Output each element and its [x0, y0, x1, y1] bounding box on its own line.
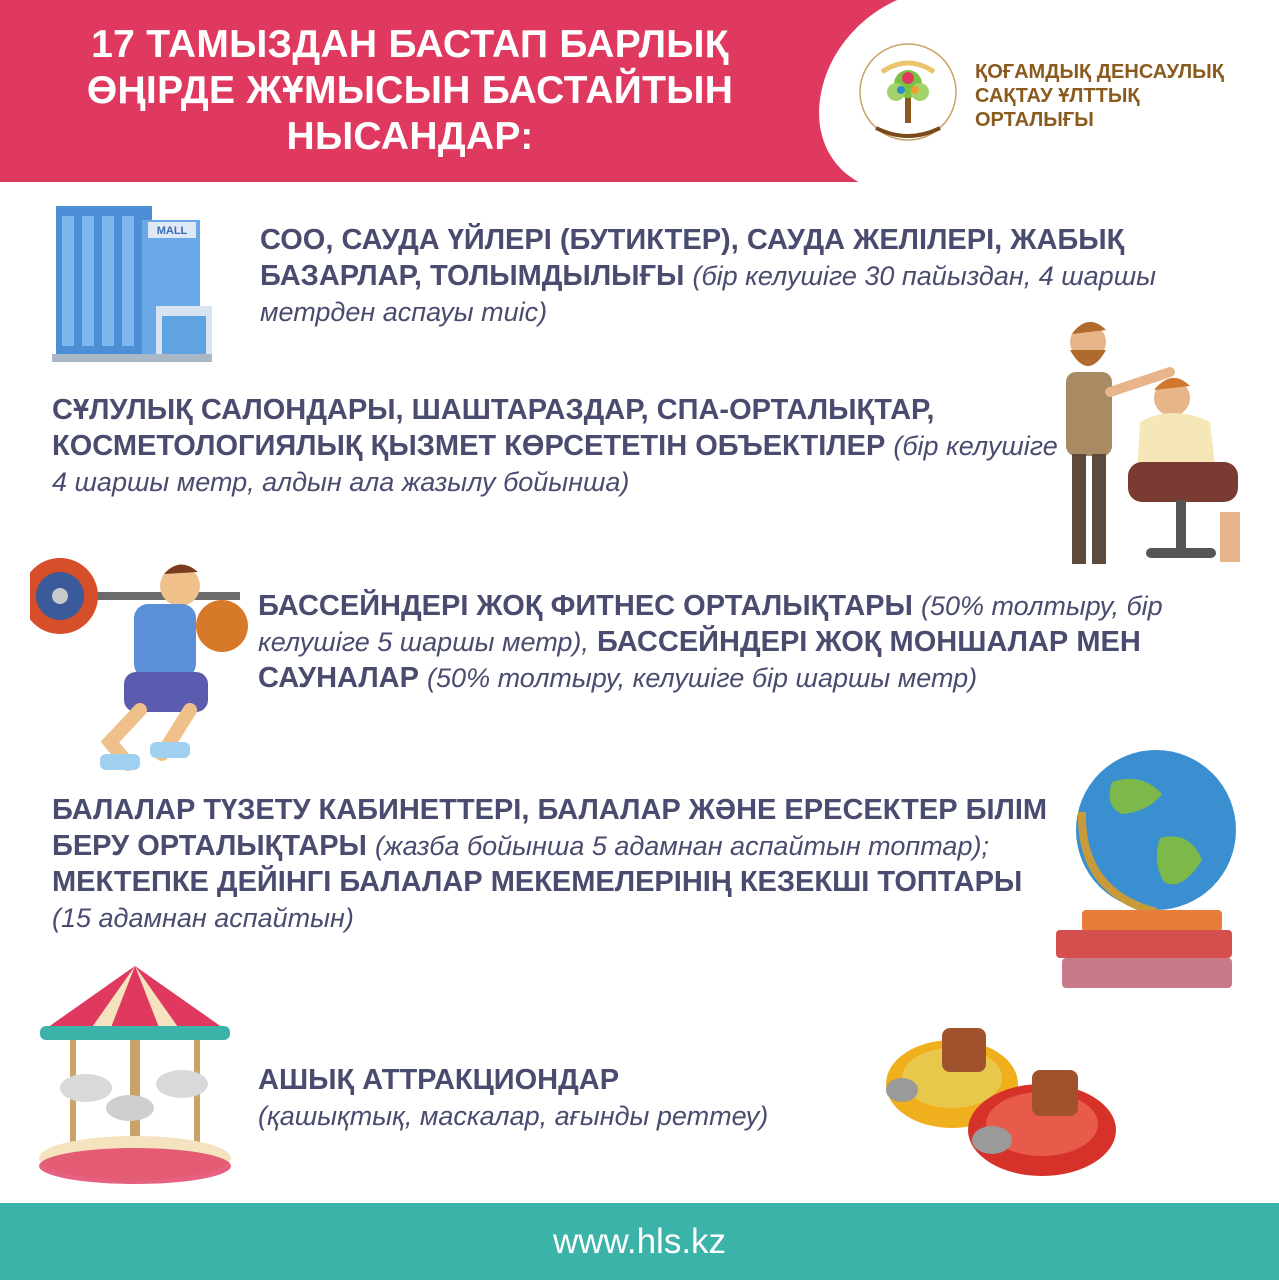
section-fitness	[258, 588, 1248, 696]
section-note: (50% толтыру, бір келушіге 5 шаршы метр),	[258, 591, 1163, 657]
section-note: (қашықтық, маскалар, ағынды реттеу)	[258, 1101, 769, 1131]
barber-icon	[1050, 312, 1255, 570]
organization-name-line: ОРТАЛЫҒЫ	[975, 109, 1094, 131]
section-note-secondary: (15 адамнан аспайтын)	[52, 903, 354, 933]
section-education-centers	[52, 792, 1062, 936]
organization-name-line: САҚТАУ ҰЛТТЫҚ	[975, 85, 1140, 107]
section-note-secondary: (50% толтыру, келушіге бір шаршы метр)	[427, 663, 978, 693]
organization-name-line: ҚОҒАМДЫҚ ДЕНСАУЛЫҚ	[975, 61, 1224, 83]
section-heading: АШЫҚ АТТРАКЦИОНДАР	[258, 1064, 620, 1096]
section-heading: БАЛАЛАР ТҮЗЕТУ КАБИНЕТТЕРІ, БАЛАЛАР ЖӘНЕ ЕРЕСЕКТЕР БІЛІМ БЕРУ ОРТАЛЫҚТАРЫ	[52, 794, 1048, 862]
organization-name	[975, 60, 1265, 132]
mall-building-icon	[52, 196, 212, 362]
section-heading-secondary: БАССЕЙНДЕРІ ЖОҚ МОНШАЛАР МЕН САУНАЛАР	[258, 626, 1141, 694]
section-beauty-salons	[52, 392, 1062, 500]
section-attractions	[258, 1062, 958, 1134]
globe-books-icon	[1052, 742, 1242, 990]
footer-bar	[0, 1203, 1279, 1280]
section-heading: СҰЛУЛЫҚ САЛОНДАРЫ, ШАШТАРАЗДАР, СПА-ОРТАЛЫҚТАР, КОСМЕТОЛОГИЯЛЫҚ ҚЫЗМЕТ КӨРСЕТЕТІН ОБЪЕКТІЛЕР	[52, 394, 935, 462]
mall-sign-text: MALL	[156, 225, 188, 237]
section-heading: БАССЕЙНДЕРІ ЖОҚ ФИТНЕС ОРТАЛЫҚТАРЫ	[258, 590, 913, 622]
organization-emblem-icon	[856, 40, 960, 144]
section-note: (жазба бойынша 5 адамнан аспайтын топтар);	[375, 831, 989, 861]
section-heading: СОО, САУДА ҮЙЛЕРІ (БУТИКТЕР), САУДА ЖЕЛІЛЕРІ, ЖАБЫҚ БАЗАРЛАР, ТОЛЫМДЫЛЫҒЫ	[260, 224, 1125, 292]
section-note: (бір келушіге 30 пайыздан, 4 шаршы метрден аспауы тиіс)	[260, 261, 1156, 327]
bumper-cars-icon	[882, 1010, 1122, 1180]
carousel-icon	[30, 958, 240, 1188]
section-malls	[260, 222, 1180, 330]
page-title: 17 ТАМЫЗДАН БАСТАП БАРЛЫҚ ӨҢІРДЕ ЖҰМЫСЫН БАСТАЙТЫН НЫСАНДАР:	[86, 23, 734, 158]
weightlifter-icon	[30, 542, 252, 782]
section-heading-secondary: МЕКТЕПКЕ ДЕЙІНГІ БАЛАЛАР МЕКЕМЕЛЕРІНІҢ КЕЗЕКШІ ТОПТАРЫ	[52, 866, 1023, 898]
section-note: (бір келушіге 4 шаршы метр, алдын ала жазылу бойынша)	[52, 431, 1058, 497]
footer-website-link[interactable]: www.hls.kz	[552, 1222, 727, 1261]
